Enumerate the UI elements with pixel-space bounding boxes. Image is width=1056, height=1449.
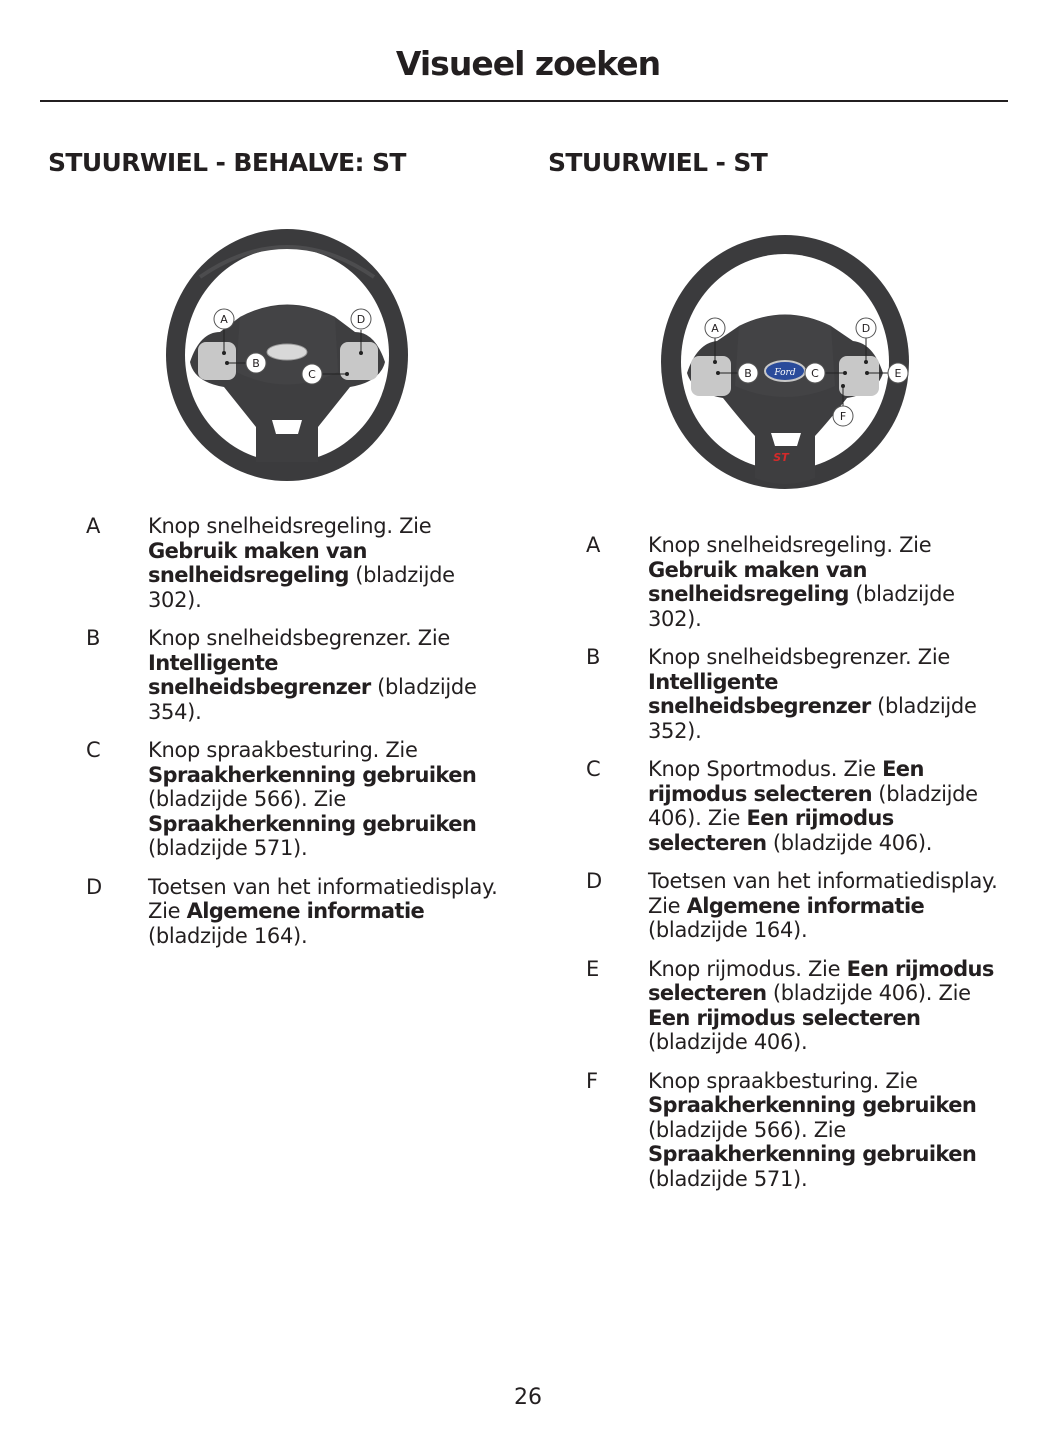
description-text: (bladzijde 164). xyxy=(648,918,808,942)
callout-description xyxy=(648,533,1006,631)
svg-text:C: C xyxy=(308,368,316,381)
callout-item-d xyxy=(86,875,506,949)
section-heading-left: STUURWIEL - BEHALVE: ST xyxy=(48,148,406,177)
description-text: (bladzijde 352). xyxy=(648,694,977,743)
svg-text:B: B xyxy=(744,367,752,380)
callout-item-a xyxy=(586,533,1006,631)
callout-letter: F xyxy=(586,1068,599,1093)
svg-text:ST: ST xyxy=(773,451,789,464)
cross-reference-link[interactable]: Spraakherkenning gebruiken xyxy=(148,811,477,836)
callout-description xyxy=(648,869,1006,943)
svg-text:A: A xyxy=(220,313,228,326)
cross-reference-link[interactable]: Een rijmodus selecteren xyxy=(648,956,994,1005)
callout-letter: B xyxy=(586,645,601,669)
callout-item-d xyxy=(586,869,1006,943)
callout-item-c xyxy=(586,757,1006,855)
description-text: (bladzijde 354). xyxy=(148,675,477,724)
description-text: Knop spraakbesturing. Zie xyxy=(648,1068,918,1093)
description-text: Knop Sportmodus. Zie xyxy=(648,757,883,781)
svg-text:B: B xyxy=(252,357,260,370)
description-text: Knop spraakbesturing. Zie xyxy=(148,738,418,762)
callout-item-b xyxy=(586,645,1006,743)
callout-list-left xyxy=(86,514,506,962)
description-text: Knop snelheidsregeling. Zie xyxy=(148,514,432,538)
description-text: Knop snelheidsbegrenzer. Zie xyxy=(148,626,450,650)
svg-text:D: D xyxy=(356,313,366,326)
description-text: (bladzijde 406). Zie xyxy=(766,981,971,1005)
callout-description xyxy=(648,645,1006,743)
callout-description xyxy=(148,875,506,949)
description-text: (bladzijde 302). xyxy=(148,563,455,612)
description-text: (bladzijde 571). xyxy=(648,1166,808,1191)
description-text: (bladzijde 566). Zie xyxy=(648,1117,846,1142)
svg-text:D: D xyxy=(861,322,871,335)
description-text: (bladzijde 406). Zie xyxy=(648,781,978,830)
cross-reference-link[interactable]: Algemene informatie xyxy=(686,893,925,918)
description-text: Toetsen van het informatiedisplay. Zie xyxy=(648,869,998,918)
callout-description xyxy=(148,738,506,861)
description-text: (bladzijde 566). Zie xyxy=(148,787,346,811)
cross-reference-link[interactable]: Intelligente snelheidsbegrenzer xyxy=(648,669,871,718)
callout-item-c xyxy=(86,738,506,861)
callout-letter: D xyxy=(586,869,603,893)
callout-letter: A xyxy=(86,514,101,538)
page-title: Visueel zoeken xyxy=(395,44,661,83)
svg-text:C: C xyxy=(811,367,819,380)
description-text: (bladzijde 406). xyxy=(766,830,933,855)
section-heading-right: STUURWIEL - ST xyxy=(548,148,768,177)
steering-wheel-figure-st xyxy=(655,228,915,496)
cross-reference-link[interactable]: Gebruik maken van snelheidsregeling xyxy=(148,538,367,587)
page-number: 26 xyxy=(514,1385,542,1410)
description-text: Toetsen van het informatiedisplay. Zie xyxy=(148,874,498,923)
callout-item-b xyxy=(86,626,506,724)
cross-reference-link[interactable]: Algemene informatie xyxy=(186,899,425,923)
callout-item-a xyxy=(86,514,506,612)
callout-description xyxy=(148,626,506,724)
description-text: (bladzijde 164). xyxy=(148,923,308,948)
callout-letter: D xyxy=(86,874,103,899)
svg-text:F: F xyxy=(839,410,847,423)
svg-text:Ford: Ford xyxy=(774,368,796,378)
description-text: Knop snelheidsbegrenzer. Zie xyxy=(648,645,950,669)
steering-wheel-figure-non-st xyxy=(160,222,415,487)
callout-description xyxy=(648,757,1006,855)
cross-reference-link[interactable]: Een rijmodus selecteren xyxy=(648,757,924,806)
callout-description xyxy=(648,957,1006,1055)
svg-text:E: E xyxy=(894,367,902,380)
description-text: Knop rijmodus. Zie xyxy=(648,956,847,981)
cross-reference-link[interactable]: Een rijmodus selecteren xyxy=(648,806,894,855)
callout-list-right xyxy=(586,533,1006,1205)
callout-letter: C xyxy=(86,738,101,762)
callout-item-f xyxy=(586,1069,1006,1192)
cross-reference-link[interactable]: Intelligente snelheidsbegrenzer xyxy=(148,650,371,699)
callout-description xyxy=(648,1069,1006,1192)
description-text: (bladzijde 406). xyxy=(648,1030,808,1054)
description-text: (bladzijde 302). xyxy=(648,582,955,631)
cross-reference-link[interactable]: Spraakherkenning gebruiken xyxy=(648,1093,977,1117)
cross-reference-link[interactable]: Gebruik maken van snelheidsregeling xyxy=(648,557,867,606)
description-text: (bladzijde 571). xyxy=(148,836,308,860)
svg-text:A: A xyxy=(711,322,719,335)
cross-reference-link[interactable]: Een rijmodus selecteren xyxy=(648,1005,921,1030)
callout-letter: B xyxy=(86,626,101,650)
cross-reference-link[interactable]: Spraakherkenning gebruiken xyxy=(648,1142,977,1166)
callout-item-e xyxy=(586,957,1006,1055)
callout-letter: C xyxy=(586,757,601,781)
description-text: Knop snelheidsregeling. Zie xyxy=(648,533,932,557)
title-divider xyxy=(40,100,1008,102)
callout-description xyxy=(148,514,506,612)
cross-reference-link[interactable]: Spraakherkenning gebruiken xyxy=(148,762,477,787)
callout-letter: E xyxy=(586,956,600,981)
callout-letter: A xyxy=(586,533,601,557)
